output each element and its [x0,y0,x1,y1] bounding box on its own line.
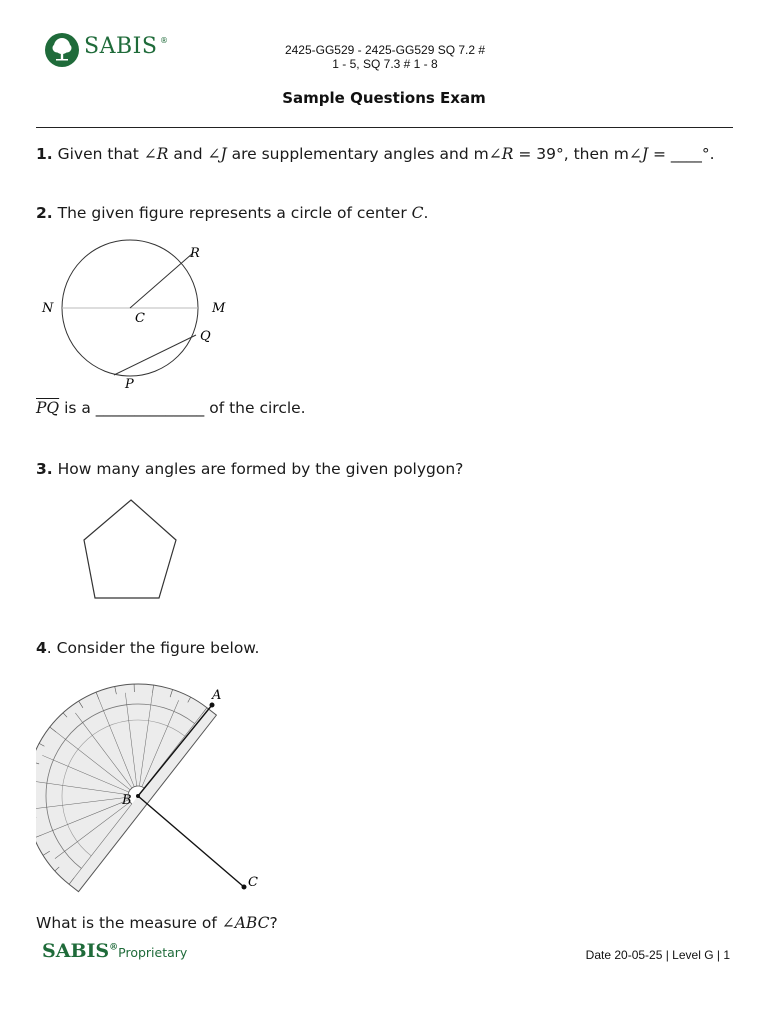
q4-followup-text: What is the measure of [36,914,222,932]
label-p: P [125,377,134,392]
question-3 [36,460,463,478]
footer-wordmark: SABIS [42,940,110,962]
point-b [136,794,140,798]
label-c: C [248,875,258,890]
question-number: 2. [36,204,53,222]
q1-text-a: Given that [52,145,144,163]
q2-text-end: . [423,204,429,222]
footer-logo [42,940,187,962]
angle-r-measure: ∠R [488,145,514,163]
sabis-logo [44,32,174,68]
segment-pq: $\overline{PQ}$ [36,399,60,417]
course-code [240,43,530,71]
footer-registered-mark: ® [109,942,119,953]
question-2-answer [36,399,306,417]
footer-proprietary: Proprietary [118,945,188,960]
q1-text-d: = 39°, then m [513,145,629,163]
angle-abc: ∠ABC [221,914,270,932]
q4-dot: . [46,639,52,657]
question-1 [36,145,715,163]
chord-pq [114,335,196,375]
question-number: 1. [36,145,53,163]
course-code-line1: 2425-GG529 - 2425-GG529 SQ 7.2 # [284,43,486,57]
radius-cr [130,253,193,308]
question-4-followup [36,914,278,932]
tree-seal-icon [44,32,80,68]
q2-text: The given figure represents a circle of center [52,204,412,222]
q1-text-b: and [168,145,208,163]
point-c [242,885,247,890]
label-m: M [212,301,226,316]
question-4 [36,639,259,657]
pentagon-figure [78,496,184,604]
q2-answer-blank: is a ______________ of the circle. [59,399,306,417]
angle-r: ∠R [143,145,169,163]
question-2 [36,204,428,222]
ray-bc [138,796,244,887]
center-label: C [411,204,424,222]
q4-text: Consider the figure below. [51,639,260,657]
label-n: N [42,301,54,316]
point-a [210,703,215,708]
course-code-line2: 1 - 5, SQ 7.3 # 1 - 8 [332,57,438,71]
angle-j-measure: ∠J [628,145,649,163]
q4-followup-end: ? [269,914,278,932]
q1-text-c: are supplementary angles and m [226,145,489,163]
angle-j: ∠J [207,145,227,163]
q3-text: How many angles are formed by the given polygon? [52,460,464,478]
registered-mark: ® [160,36,168,45]
question-number: 4 [36,639,47,657]
label-b: B [122,793,132,808]
protractor-figure [36,672,276,900]
logo-wordmark: SABIS [84,34,158,59]
question-number: 3. [36,460,53,478]
label-q: Q [200,329,211,344]
header-divider [36,127,733,128]
footer-date-level-page: Date 20-05-25 | Level G | 1 [585,948,730,962]
circle-figure [30,238,250,398]
label-r: R [190,246,200,261]
q1-answer-blank: = ____°. [648,145,715,163]
label-c: C [135,311,145,326]
label-a: A [212,688,222,703]
page-title: Sample Questions Exam [282,89,486,107]
